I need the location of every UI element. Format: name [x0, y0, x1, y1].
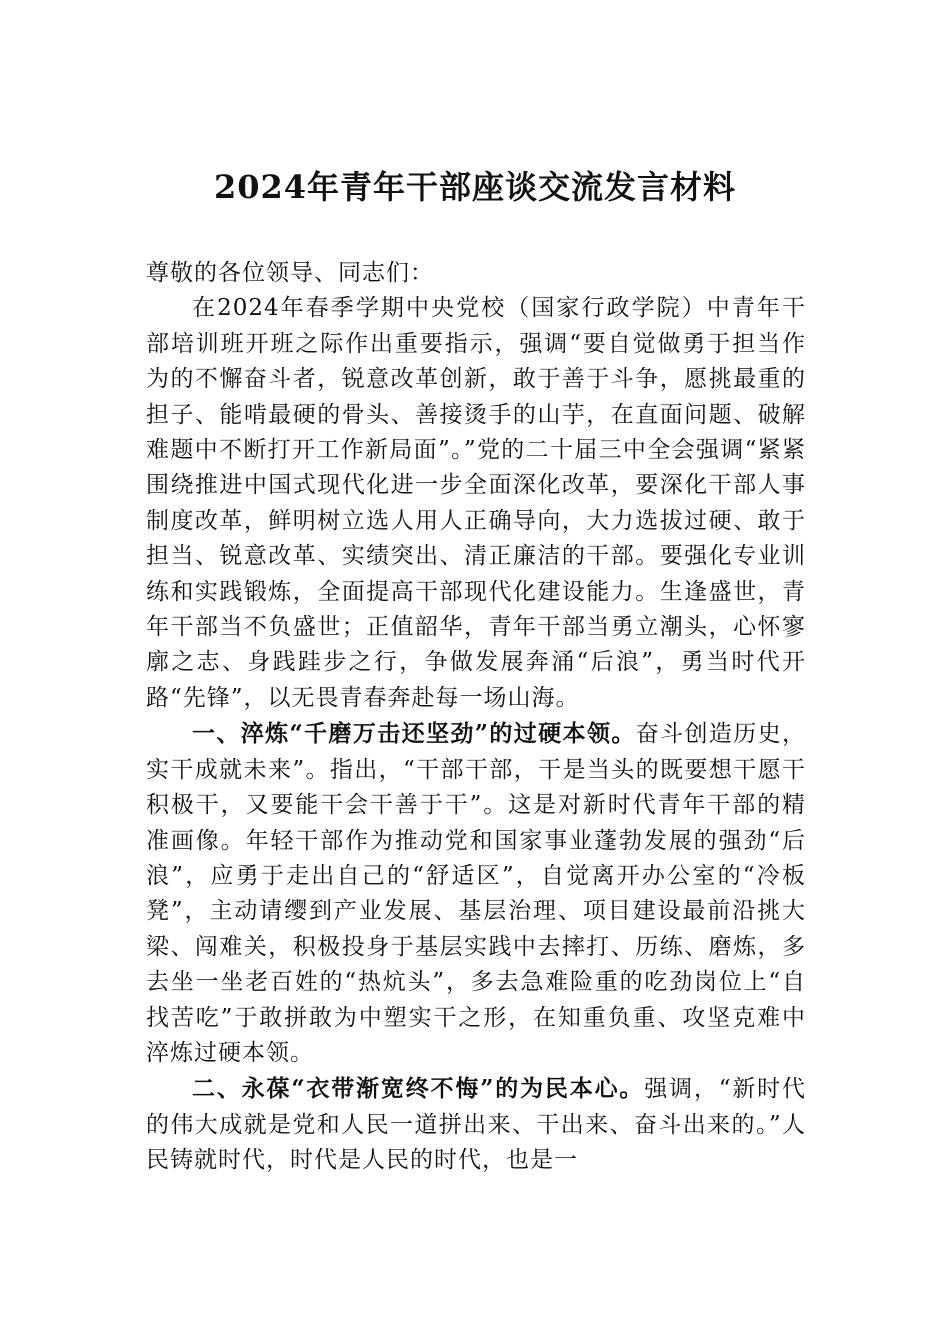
document-body [146, 256, 806, 1179]
section-two-text: 强调，“新时代的伟大成就是党和人民一道拼出来、干出来、奋斗出来的。”人民铸就时代，时代是人民的时代，也是一 [146, 1076, 806, 1174]
section-two [146, 1071, 806, 1178]
section-one-text: 奋斗创造历史，实干成就未来”。指出，“干部干部，干是当头的既要想干愿干积极干，又要能干会干善于干”。这是对新时代青年干部的精准画像。年轻干部作为推动党和国家事业蓬勃发展的强劲“后浪”，应勇于走出自己的“舒适区”，自觉离开办公室的“冷板凳”，主动请缨到产业发展、基层治理、项目建设最前沿挑大梁、闯难关，积极投身于基层实践中去摔打、历练、磨炼，多去坐一坐老百姓的“热炕头”，多去急难险重的吃劲岗位上“自找苦吃”于敢拼敢为中塑实干之形，在知重负重、攻坚克难中淬炼过硬本领。 [146, 721, 806, 1066]
document-title: 2024年青年干部座谈交流发言材料 [213, 168, 737, 206]
salutation: 尊敬的各位领导、同志们： [146, 260, 434, 286]
section-two-heading: 二、永葆“衣带渐宽终不悔”的为民本心。 [192, 1075, 645, 1103]
section-one-heading: 一、淬炼“千磨万击还坚劲”的过硬本领。 [192, 720, 636, 748]
paragraph-intro: 在2024年春季学期中央党校（国家行政学院）中青年干部培训班开班之际作出重要指示，强调“要自觉做勇于担当作为的不懈奋斗者，锐意改革创新，敢于善于斗争，愿挑最重的担子、能啃最硬的骨头、善接烫手的山芋，在直面问题、破解难题中不断打开工作新局面”。”党的二十届三中全会强调“紧紧围绕推进中国式现代化进一步全面深化改革，要深化干部人事制度改革，鲜明树立选人用人正确导向，大力选拔过硬、敢于担当、锐意改革、实绩突出、清正廉洁的干部。要强化专业训练和实践锻炼，全面提高干部现代化建设能力。生逢盛世，青年干部当不负盛世；正值韶华，青年干部当勇立潮头，心怀寥廓之志、身践跬步之行，争做发展奔涌“后浪”，勇当时代开路“先锋”，以无畏青春奔赴每一场山海。 [146, 295, 806, 711]
section-one [146, 716, 806, 1071]
